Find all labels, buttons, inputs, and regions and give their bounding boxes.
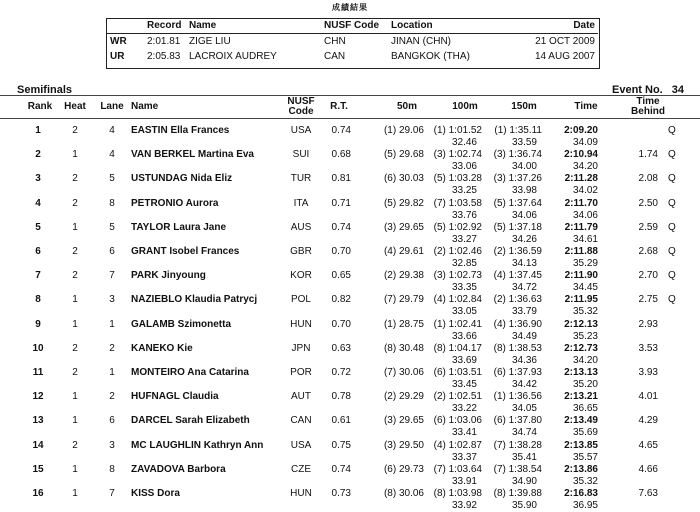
split-100m-delta: 33.45 (451, 379, 477, 390)
heat: 1 (72, 463, 78, 475)
qualified-mark: Q (668, 197, 676, 209)
swimmer-name: GALAMB Szimonetta (131, 318, 231, 330)
final-time-delta: 36.95 (572, 500, 598, 511)
table-row (0, 246, 700, 270)
results-table-header (0, 95, 700, 119)
reaction-time: 0.78 (331, 391, 351, 403)
nusf-code: USA (290, 439, 312, 451)
time-behind: 3.53 (638, 342, 658, 354)
split-150m: (3) 1:36.74 (493, 149, 542, 161)
split-100m: (7) 1:03.64 (433, 463, 482, 475)
rank: 4 (35, 197, 41, 209)
split-150m: (2) 1:36.59 (493, 246, 542, 257)
table-row (0, 391, 700, 415)
table-row (0, 464, 700, 488)
lane: 5 (109, 221, 115, 233)
split-100m-delta: 32.85 (451, 258, 477, 269)
time-behind: 4.65 (638, 439, 658, 451)
nusf-code: GBR (290, 246, 312, 257)
records-header-code: NUSF Code (324, 20, 379, 31)
heat: 1 (72, 391, 78, 403)
final-time-delta: 34.02 (572, 185, 598, 197)
record-location: JINAN (CHN) (391, 36, 451, 47)
split-100m-delta: 33.76 (451, 209, 477, 221)
nusf-code: CAN (290, 415, 312, 427)
swimmer-name: EASTIN Ella Frances (131, 125, 230, 136)
split-150m-delta: 34.00 (511, 161, 537, 173)
rank: 15 (32, 463, 44, 475)
final-time-delta: 36.65 (572, 403, 598, 415)
record-name: ZIGE LIU (189, 36, 231, 47)
split-50m: (1) 29.06 (383, 125, 424, 136)
qualified-mark: Q (668, 125, 676, 136)
records-header (106, 18, 598, 34)
nusf-code: HUN (290, 318, 312, 330)
col-nusf: NUSF (287, 96, 315, 107)
final-time-delta: 34.45 (572, 282, 598, 294)
lane: 6 (109, 415, 115, 427)
lane: 1 (109, 367, 115, 378)
table-row (0, 198, 700, 222)
split-150m-delta: 34.05 (511, 403, 537, 415)
split-100m: (3) 1:02.73 (433, 270, 482, 282)
split-50m: (5) 29.68 (383, 149, 424, 161)
split-150m-delta: 34.13 (511, 258, 537, 269)
reaction-time: 0.70 (331, 318, 351, 330)
final-time-delta: 34.20 (572, 354, 598, 366)
split-50m: (2) 29.38 (383, 270, 424, 282)
nusf-code: TUR (290, 173, 312, 185)
col-150m: 150m (511, 101, 537, 112)
lane: 1 (109, 318, 115, 330)
final-time-delta: 34.06 (572, 209, 598, 221)
section-title: Semifinals (17, 84, 73, 96)
record-code: UR (110, 51, 125, 62)
reaction-time: 0.75 (331, 439, 351, 451)
nusf-code: CZE (291, 463, 311, 475)
reaction-time: 0.71 (331, 197, 351, 209)
time-behind: 2.70 (638, 270, 658, 282)
rank: 10 (32, 342, 44, 354)
col-rt: R.T. (330, 101, 348, 112)
final-time: 2:11.95 (564, 294, 598, 306)
split-150m-delta: 34.49 (511, 330, 537, 342)
reaction-time: 0.74 (331, 125, 351, 136)
table-row (0, 343, 700, 367)
split-100m-delta: 32.46 (451, 137, 477, 148)
col-name: Name (131, 101, 159, 112)
split-100m: (3) 1:02.74 (433, 149, 482, 161)
records-header-record: Record (147, 20, 182, 31)
split-100m: (4) 1:02.84 (433, 294, 482, 306)
record-row-wr (106, 36, 598, 52)
final-time: 2:11.88 (564, 246, 598, 257)
split-100m-delta: 33.06 (451, 161, 477, 173)
table-row (0, 415, 700, 439)
split-100m: (4) 1:02.87 (433, 439, 482, 451)
nusf-code: POR (290, 367, 312, 378)
split-150m: (7) 1:38.54 (493, 463, 542, 475)
table-row (0, 319, 700, 343)
split-150m: (6) 1:37.80 (493, 415, 542, 427)
swimmer-name: DARCEL Sarah Elizabeth (131, 415, 250, 427)
nusf-code: AUT (291, 391, 311, 403)
table-row (0, 222, 700, 246)
final-time-delta: 34.09 (572, 137, 598, 148)
swimmer-name: KISS Dora (131, 488, 180, 499)
table-row (0, 270, 700, 294)
split-50m: (2) 29.29 (383, 391, 424, 403)
split-150m: (8) 1:39.88 (493, 488, 542, 499)
table-row (0, 440, 700, 464)
event-label: Event No. (612, 84, 663, 96)
heat: 2 (72, 173, 78, 185)
split-150m-delta: 34.42 (511, 379, 537, 390)
heat: 2 (72, 125, 78, 136)
split-100m-delta: 33.92 (451, 500, 477, 511)
rank: 11 (32, 367, 44, 378)
split-150m: (6) 1:37.93 (493, 367, 542, 378)
nusf-code: ITA (293, 197, 309, 209)
heat: 2 (72, 367, 78, 378)
split-100m-delta: 33.22 (451, 403, 477, 415)
rank: 5 (35, 221, 41, 233)
record-time: 2:05.83 (147, 51, 181, 62)
split-100m: (5) 1:02.92 (433, 221, 482, 233)
split-50m: (8) 30.48 (383, 342, 424, 354)
split-50m: (8) 30.06 (383, 488, 424, 499)
time-behind: 7.63 (638, 488, 658, 499)
table-row (0, 149, 700, 173)
split-150m-delta: 33.98 (511, 185, 537, 197)
reaction-time: 0.65 (331, 270, 351, 282)
split-100m-delta: 33.05 (451, 306, 477, 318)
lane: 2 (109, 391, 115, 403)
final-time: 2:13.13 (564, 367, 598, 378)
qualified-mark: Q (668, 294, 676, 306)
qualified-mark: Q (668, 221, 676, 233)
swimmer-name: USTUNDAG Nida Eliz (131, 173, 233, 185)
split-150m-delta: 35.41 (511, 451, 537, 463)
records-header-date: Date (573, 20, 595, 31)
rank: 14 (32, 439, 44, 451)
split-100m-delta: 33.91 (451, 475, 477, 487)
table-row (0, 294, 700, 318)
lane: 4 (109, 149, 115, 161)
split-150m-delta: 33.59 (511, 137, 537, 148)
col-50m: 50m (396, 101, 417, 112)
time-behind: 4.01 (638, 391, 658, 403)
reaction-time: 0.72 (331, 367, 351, 378)
final-time-delta: 35.57 (572, 451, 598, 463)
nusf-code: POL (290, 294, 311, 306)
final-time: 2:12.13 (564, 318, 598, 330)
time-behind: 2.59 (638, 221, 658, 233)
table-row (0, 367, 700, 391)
split-100m-delta: 33.35 (451, 282, 477, 294)
lane: 5 (109, 173, 115, 185)
split-150m: (7) 1:38.28 (493, 439, 542, 451)
split-150m-delta: 33.79 (511, 306, 537, 318)
heat: 1 (72, 415, 78, 427)
split-50m: (3) 29.50 (383, 439, 424, 451)
rank: 12 (32, 391, 44, 403)
lane: 3 (109, 439, 115, 451)
split-100m-delta: 33.66 (451, 330, 477, 342)
lane: 2 (109, 342, 115, 354)
final-time: 2:13.86 (564, 463, 598, 475)
split-100m: (5) 1:03.28 (433, 173, 482, 185)
record-row-ur (106, 51, 598, 67)
rank: 8 (35, 294, 41, 306)
swimmer-name: MC LAUGHLIN Kathryn Ann (131, 439, 264, 451)
final-time: 2:11.28 (564, 173, 598, 185)
split-150m-delta: 34.72 (511, 282, 537, 294)
time-behind: 2.50 (638, 197, 658, 209)
swimmer-name: KANEKO Kie (131, 342, 193, 354)
final-time-delta: 35.29 (572, 258, 598, 269)
final-time-delta: 35.69 (572, 427, 598, 439)
col-lane: Lane (100, 101, 124, 112)
final-time: 2:11.70 (564, 197, 598, 209)
nusf-code: KOR (290, 270, 312, 282)
final-time: 2:13.21 (564, 391, 598, 403)
split-50m: (5) 29.82 (383, 197, 424, 209)
record-nusf: CHN (324, 36, 346, 47)
reaction-time: 0.70 (331, 246, 351, 257)
swimmer-name: VAN BERKEL Martina Eva (131, 149, 254, 161)
final-time-delta: 35.32 (572, 475, 598, 487)
document-title: 成績結果 (332, 3, 368, 12)
heat: 1 (72, 221, 78, 233)
split-100m-delta: 33.37 (451, 451, 477, 463)
split-100m: (1) 1:02.41 (433, 318, 482, 330)
reaction-time: 0.74 (331, 463, 351, 475)
reaction-time: 0.63 (331, 342, 351, 354)
qualified-mark: Q (668, 173, 676, 185)
lane: 6 (109, 246, 115, 257)
time-behind: 2.93 (638, 318, 658, 330)
final-time: 2:13.49 (564, 415, 598, 427)
split-150m: (4) 1:36.90 (493, 318, 542, 330)
lane: 8 (109, 197, 115, 209)
record-code: WR (110, 36, 127, 47)
split-100m: (8) 1:04.17 (433, 342, 482, 354)
lane: 4 (109, 125, 115, 136)
split-100m-delta: 33.25 (451, 185, 477, 197)
record-location: BANGKOK (THA) (391, 51, 470, 62)
final-time: 2:11.79 (564, 221, 598, 233)
qualified-mark: Q (668, 270, 676, 282)
final-time-delta: 34.61 (572, 233, 598, 245)
swimmer-name: ZAVADOVA Barbora (131, 463, 226, 475)
heat: 1 (72, 149, 78, 161)
col-rank: Rank (27, 101, 53, 112)
rank: 16 (32, 488, 44, 499)
table-row (0, 488, 700, 512)
col-100m: 100m (452, 101, 478, 112)
split-150m: (1) 1:36.56 (493, 391, 542, 403)
split-150m: (4) 1:37.45 (493, 270, 542, 282)
time-behind: 4.29 (638, 415, 658, 427)
heat: 2 (72, 270, 78, 282)
split-50m: (7) 30.06 (383, 367, 424, 378)
qualified-mark: Q (668, 149, 676, 161)
split-150m: (8) 1:38.53 (493, 342, 542, 354)
split-50m: (3) 29.65 (383, 221, 424, 233)
split-50m: (6) 30.03 (383, 173, 424, 185)
rank: 2 (35, 149, 41, 161)
reaction-time: 0.74 (331, 221, 351, 233)
nusf-code: JPN (291, 342, 311, 354)
swimmer-name: NAZIEBLO Klaudia Patrycj (131, 294, 258, 306)
heat: 2 (72, 342, 78, 354)
swimmer-name: TAYLOR Laura Jane (131, 221, 227, 233)
final-time: 2:12.73 (564, 342, 598, 354)
split-150m: (1) 1:35.11 (494, 125, 542, 136)
split-150m: (2) 1:36.63 (493, 294, 542, 306)
col-code: Code (288, 106, 314, 117)
heat: 2 (72, 197, 78, 209)
table-row (0, 173, 700, 197)
reaction-time: 0.81 (331, 173, 351, 185)
event-number-value: 34 (671, 84, 685, 96)
rank: 13 (32, 415, 44, 427)
time-behind: 2.68 (638, 246, 658, 257)
record-time: 2:01.81 (147, 36, 181, 47)
split-100m: (6) 1:03.06 (433, 415, 482, 427)
lane: 3 (109, 294, 115, 306)
swimmer-name: HUFNAGL Claudia (131, 391, 219, 403)
split-150m-delta: 34.90 (511, 475, 537, 487)
split-100m-delta: 33.41 (451, 427, 477, 439)
rank: 6 (35, 246, 41, 257)
split-50m: (4) 29.61 (383, 246, 424, 257)
time-behind: 3.93 (638, 367, 658, 378)
reaction-time: 0.61 (331, 415, 351, 427)
final-time-delta: 35.20 (572, 379, 598, 390)
split-100m: (7) 1:03.58 (433, 197, 482, 209)
split-100m: (2) 1:02.46 (433, 246, 482, 257)
split-100m: (8) 1:03.98 (433, 488, 482, 499)
rank: 1 (35, 125, 41, 136)
split-100m: (1) 1:01.52 (433, 125, 482, 136)
split-150m-delta: 34.06 (511, 209, 537, 221)
lane: 7 (109, 270, 115, 282)
record-nusf: CAN (324, 51, 346, 62)
col-heat: Heat (64, 101, 86, 112)
split-50m: (3) 29.65 (383, 415, 424, 427)
final-time: 2:13.85 (564, 439, 598, 451)
swimmer-name: MONTEIRO Ana Catarina (131, 367, 249, 378)
record-name: LACROIX AUDREY (189, 51, 277, 62)
nusf-code: SUI (292, 149, 310, 161)
final-time-delta: 35.23 (572, 330, 598, 342)
table-row (0, 125, 700, 149)
split-150m: (5) 1:37.64 (493, 197, 542, 209)
split-150m: (5) 1:37.18 (493, 221, 542, 233)
split-50m: (6) 29.73 (383, 463, 424, 475)
swimmer-name: PETRONIO Aurora (131, 197, 219, 209)
final-time-delta: 34.20 (572, 161, 598, 173)
col-time: Time (574, 101, 598, 112)
record-date: 21 OCT 2009 (535, 36, 595, 47)
records-header-location: Location (391, 20, 433, 31)
reaction-time: 0.82 (331, 294, 351, 306)
reaction-time: 0.68 (331, 149, 351, 161)
records-header-name: Name (189, 20, 217, 31)
heat: 1 (72, 294, 78, 306)
final-time: 2:09.20 (564, 125, 598, 136)
split-50m: (1) 28.75 (383, 318, 424, 330)
rank: 3 (35, 173, 41, 185)
final-time-delta: 35.32 (572, 306, 598, 318)
nusf-code: AUS (290, 221, 312, 233)
final-time: 2:16.83 (564, 488, 598, 499)
split-150m-delta: 34.26 (511, 233, 537, 245)
final-time: 2:11.90 (564, 270, 598, 282)
time-behind: 2.08 (638, 173, 658, 185)
split-150m: (3) 1:37.26 (493, 173, 542, 185)
col-time-behind-1: Time (636, 96, 660, 107)
split-100m: (2) 1:02.51 (433, 391, 482, 403)
time-behind: 1.74 (638, 149, 658, 161)
col-time-behind-2: Behind (631, 106, 665, 117)
reaction-time: 0.73 (331, 488, 351, 499)
split-100m: (6) 1:03.51 (433, 367, 482, 378)
heat: 2 (72, 439, 78, 451)
split-100m-delta: 33.69 (451, 354, 477, 366)
rank: 9 (35, 318, 41, 330)
final-time: 2:10.94 (564, 149, 598, 161)
heat: 2 (72, 246, 78, 257)
heat: 1 (72, 318, 78, 330)
split-100m-delta: 33.27 (451, 233, 477, 245)
lane: 7 (109, 488, 115, 499)
time-behind: 4.66 (638, 463, 658, 475)
qualified-mark: Q (668, 246, 676, 257)
split-150m-delta: 34.74 (511, 427, 537, 439)
split-50m: (7) 29.79 (383, 294, 424, 306)
rank: 7 (35, 270, 41, 282)
nusf-code: HUN (290, 488, 312, 499)
swimmer-name: GRANT Isobel Frances (131, 246, 240, 257)
record-date: 14 AUG 2007 (534, 51, 595, 62)
split-150m-delta: 34.36 (511, 354, 537, 366)
nusf-code: USA (290, 125, 312, 136)
split-150m-delta: 35.90 (511, 500, 537, 511)
heat: 1 (72, 488, 78, 499)
swimmer-name: PARK Jinyoung (131, 270, 206, 282)
time-behind: 2.75 (638, 294, 658, 306)
lane: 8 (109, 463, 115, 475)
